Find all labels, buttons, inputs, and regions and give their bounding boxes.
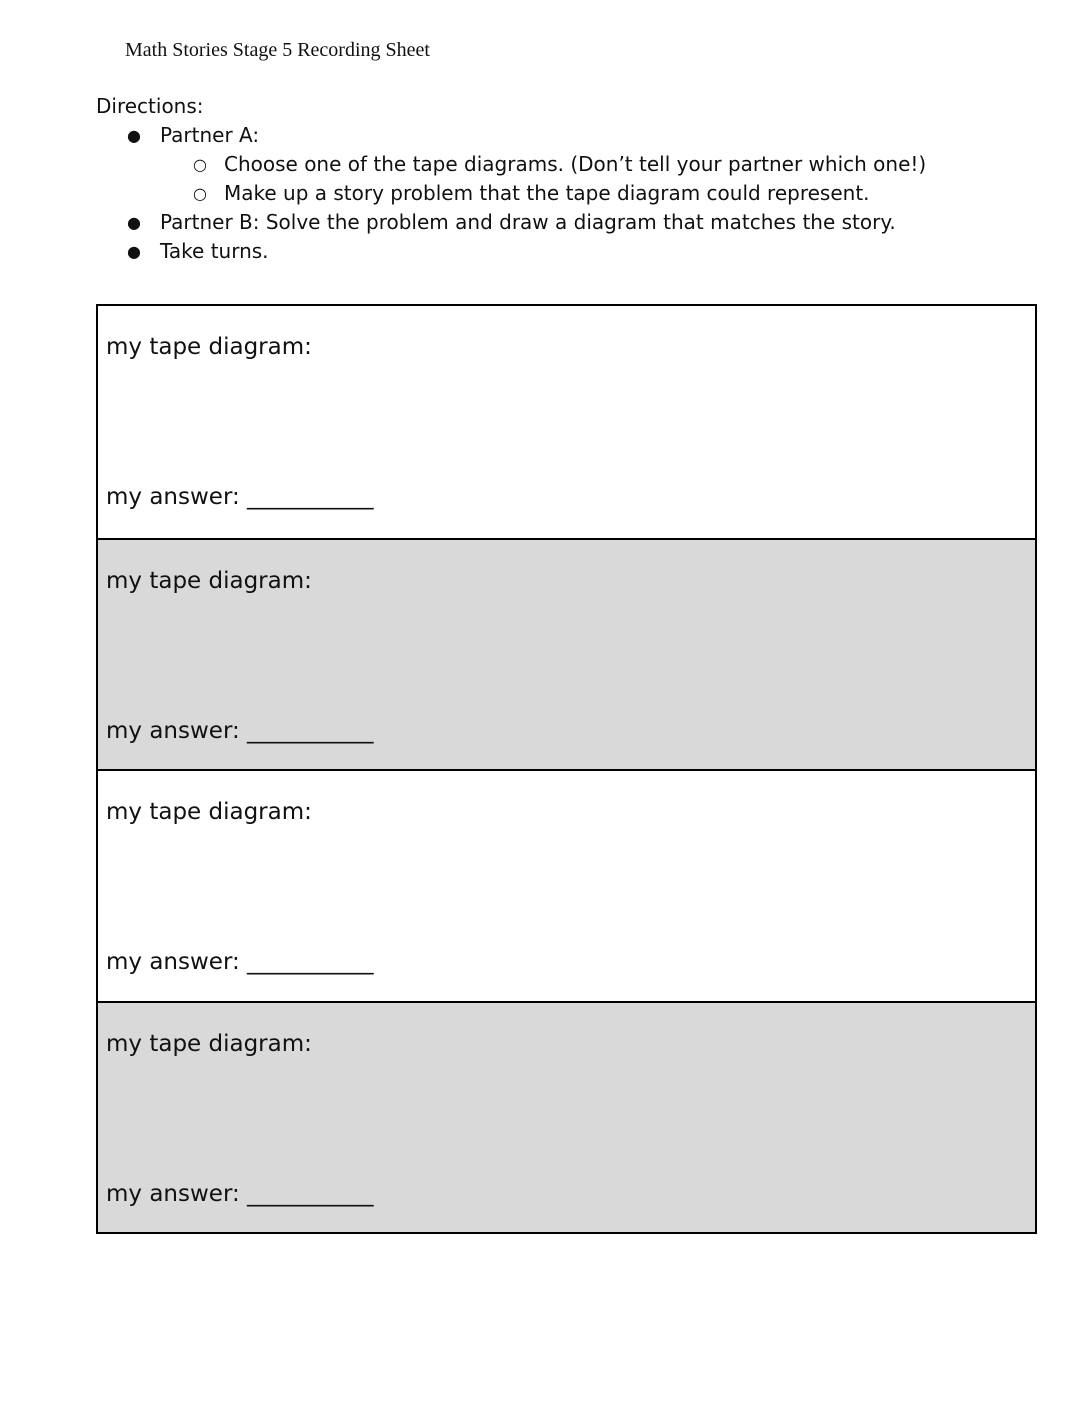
page-title: Math Stories Stage 5 Recording Sheet (125, 39, 430, 61)
tape-diagram-label: my tape diagram: (106, 1030, 312, 1057)
bullet-filled-icon: ● (127, 242, 141, 261)
direction-text: Take turns. (160, 239, 269, 263)
direction-subitem-make-up (96, 179, 1036, 208)
answer-label: my answer: ___________ (106, 949, 374, 975)
direction-subitem-choose (96, 150, 1036, 179)
direction-text: Partner A: (160, 123, 260, 147)
bullet-filled-icon: ● (127, 213, 141, 232)
direction-item-partner-a (96, 121, 1036, 150)
recording-cell-4[interactable] (98, 1001, 1035, 1233)
recording-cell-3[interactable] (98, 769, 1035, 1001)
recording-table (96, 304, 1037, 1234)
tape-diagram-label: my tape diagram: (106, 567, 312, 594)
answer-label: my answer: ___________ (106, 484, 374, 510)
bullet-filled-icon: ● (127, 126, 141, 145)
direction-item-take-turns (96, 237, 1036, 266)
answer-label: my answer: ___________ (106, 1180, 374, 1207)
recording-cell-1[interactable] (98, 306, 1035, 538)
direction-text: Partner B: Solve the problem and draw a diagram that matches the story. (160, 210, 896, 234)
direction-text: Make up a story problem that the tape diagram could represent. (224, 181, 870, 205)
direction-text: Choose one of the tape diagrams. (Don’t tell your partner which one!) (224, 152, 927, 176)
directions-label: Directions: (96, 94, 204, 118)
tape-diagram-label: my tape diagram: (106, 334, 312, 360)
direction-item-partner-b (96, 208, 1036, 237)
bullet-hollow-icon: ○ (193, 184, 207, 203)
answer-label: my answer: ___________ (106, 717, 374, 744)
tape-diagram-label: my tape diagram: (106, 799, 312, 825)
bullet-hollow-icon: ○ (193, 155, 207, 174)
recording-cell-2[interactable] (98, 538, 1035, 770)
directions-section (96, 92, 1036, 266)
